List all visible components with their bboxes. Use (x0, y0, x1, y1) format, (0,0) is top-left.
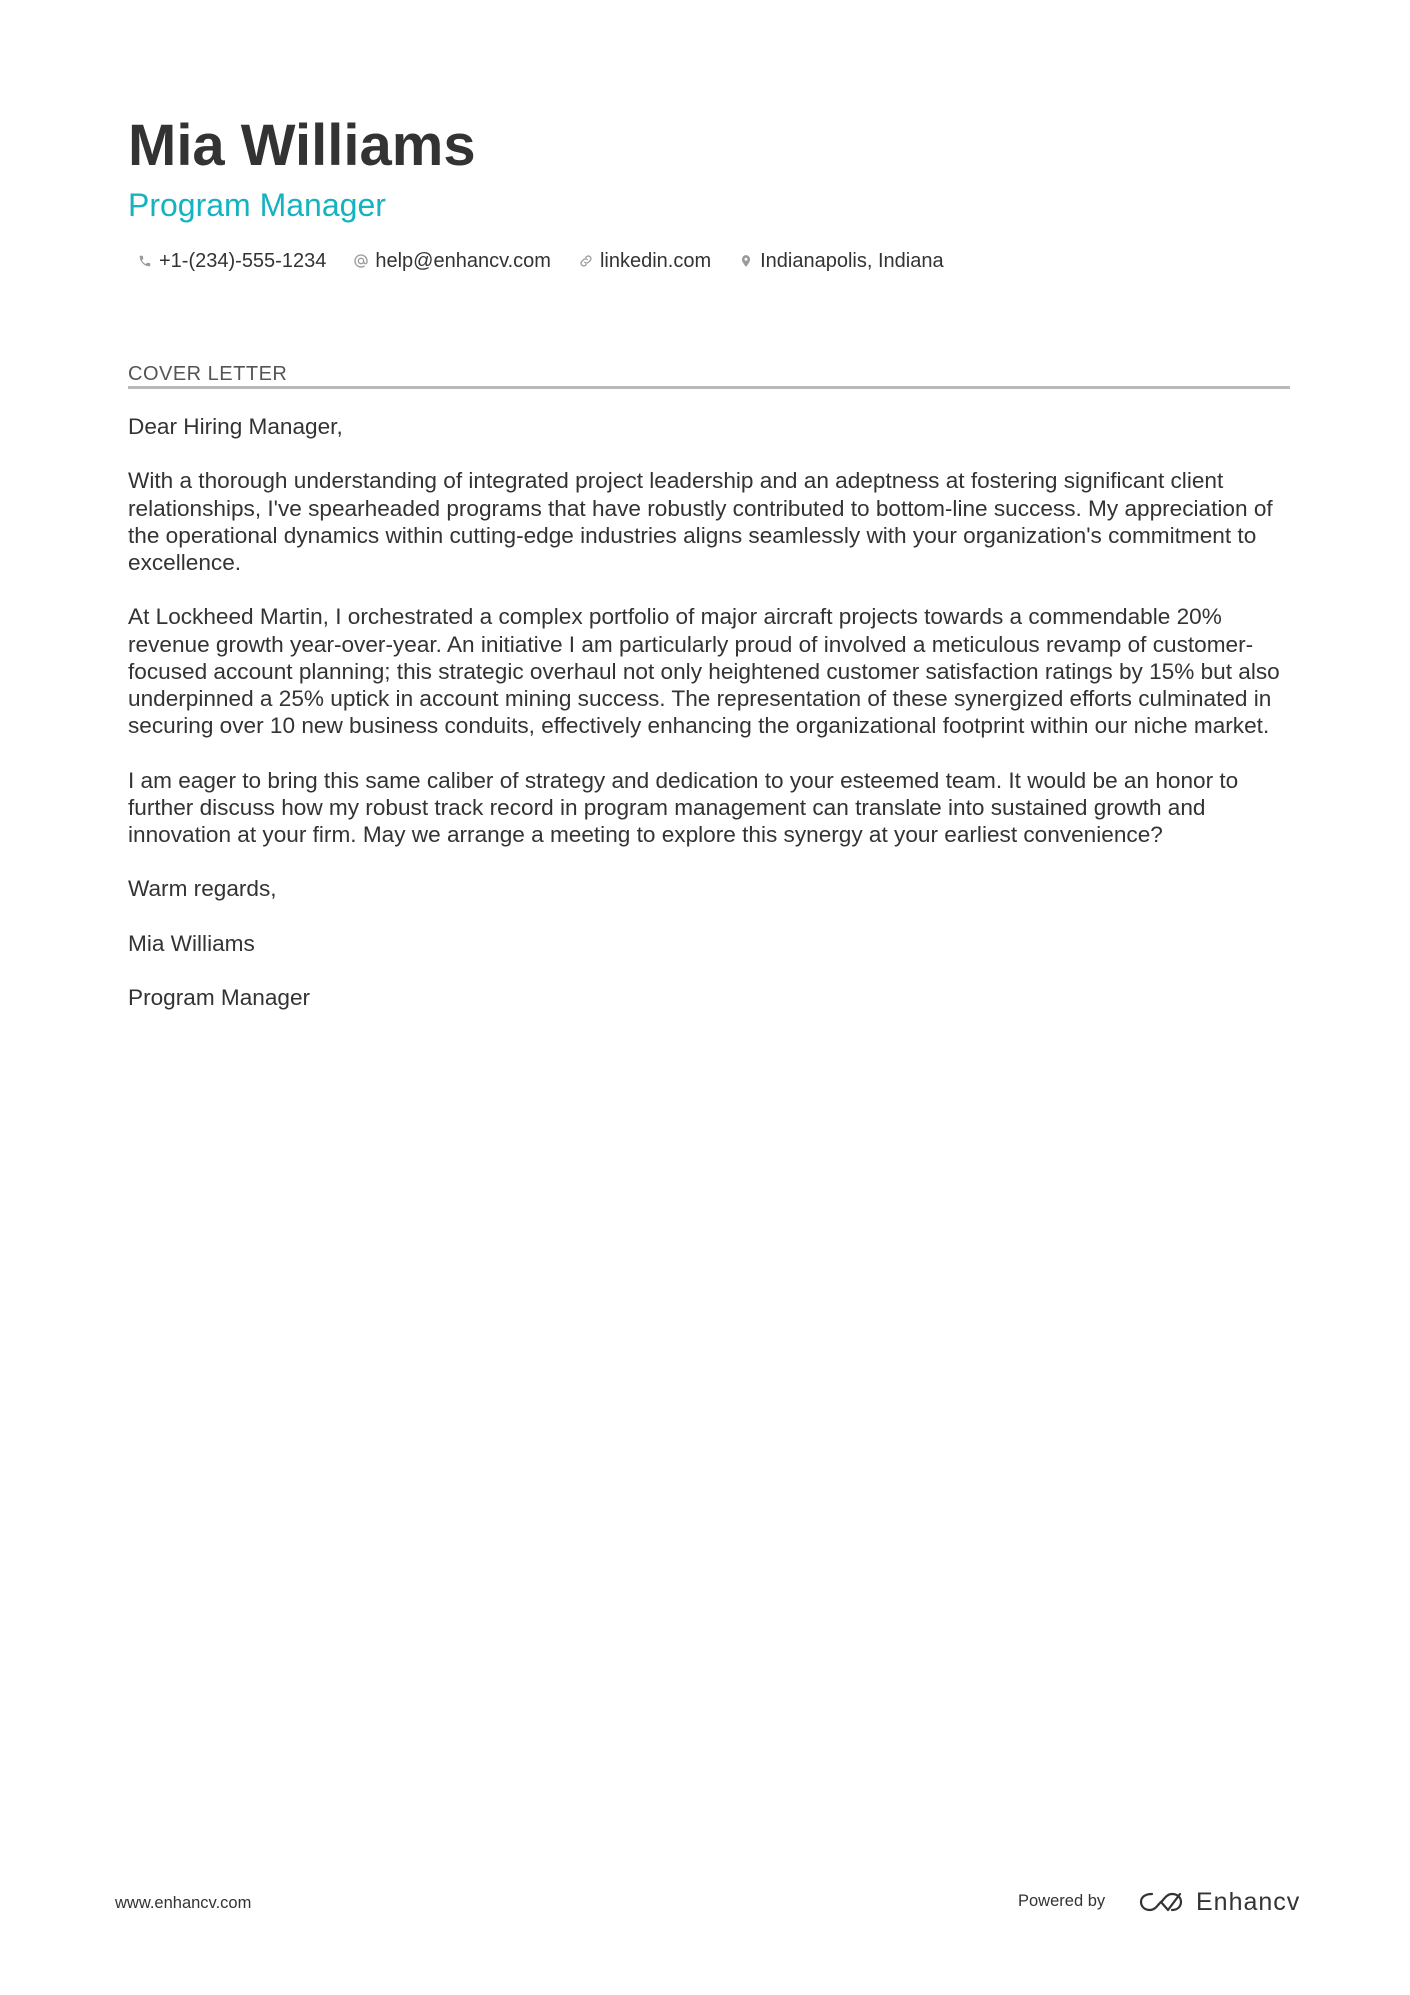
contact-linkedin-text: linkedin.com (599, 249, 712, 272)
contact-bar (136, 245, 970, 277)
contact-phone[interactable] (136, 250, 326, 273)
brand-name: Enhancv (1196, 1887, 1301, 1916)
contact-phone-text: +1-(234)-555-1234 (159, 249, 327, 272)
brand-logo-link[interactable] (1138, 1880, 1300, 1924)
phone-icon (136, 252, 154, 270)
contact-location-text: Indianapolis, Indiana (760, 249, 944, 272)
letter-closing: Warm regards, (128, 876, 277, 902)
link-icon (577, 252, 595, 270)
candidate-title: Program Manager (128, 187, 386, 223)
candidate-name: Mia Williams (128, 113, 476, 178)
location-pin-icon (737, 252, 755, 270)
letter-greeting: Dear Hiring Manager, (128, 414, 343, 439)
letter-body (128, 413, 1293, 1039)
letter-paragraph: At Lockheed Martin, I orchestrated a complex portfolio of major aircraft projects towards a commendable 20% revenue growth year-over-year. An initiative I am particularly proud of involved a meticulous revamp of customer-focused account planning; this strategic overhaul not only heightened customer satisfaction ratings by 15% but also underpinned a 25% uptick in account mining success. The representation of these synergized efforts culminated in securing over 10 new business conduits, effectively enhancing the organizational footprint within our niche market. (128, 604, 1280, 739)
contact-linkedin[interactable] (577, 250, 711, 273)
letter-paragraph: I am eager to bring this same caliber of strategy and dedication to your esteemed team. It would be an honor to further discuss how my robust track record in program management can translate into sustained growth and innovation at your firm. May we arrange a meeting to explore this synergy at your earliest convenience? (128, 767, 1239, 847)
contact-email-text: help@enhancv.com (375, 249, 551, 272)
contact-email[interactable] (352, 250, 551, 273)
section-divider (128, 386, 1290, 389)
signature-title: Program Manager (128, 985, 311, 1011)
section-title: COVER LETTER (128, 363, 288, 385)
footer-website-link[interactable]: www.enhancv.com (115, 1894, 252, 1912)
powered-by-label: Powered by (1018, 1892, 1106, 1910)
contact-location (737, 250, 943, 273)
at-icon (352, 252, 370, 270)
letter-paragraph: With a thorough understanding of integrated project leadership and an adeptness at fostering significant client relationships, I've spearheaded programs that have robustly contributed to bottom-line success. My appreciation of the operational dynamics within cutting-edge industries aligns seamlessly with your organization's commitment to excellence. (128, 468, 1273, 575)
signature-name: Mia Williams (128, 930, 255, 956)
enhancv-logo-icon (1138, 1890, 1184, 1914)
